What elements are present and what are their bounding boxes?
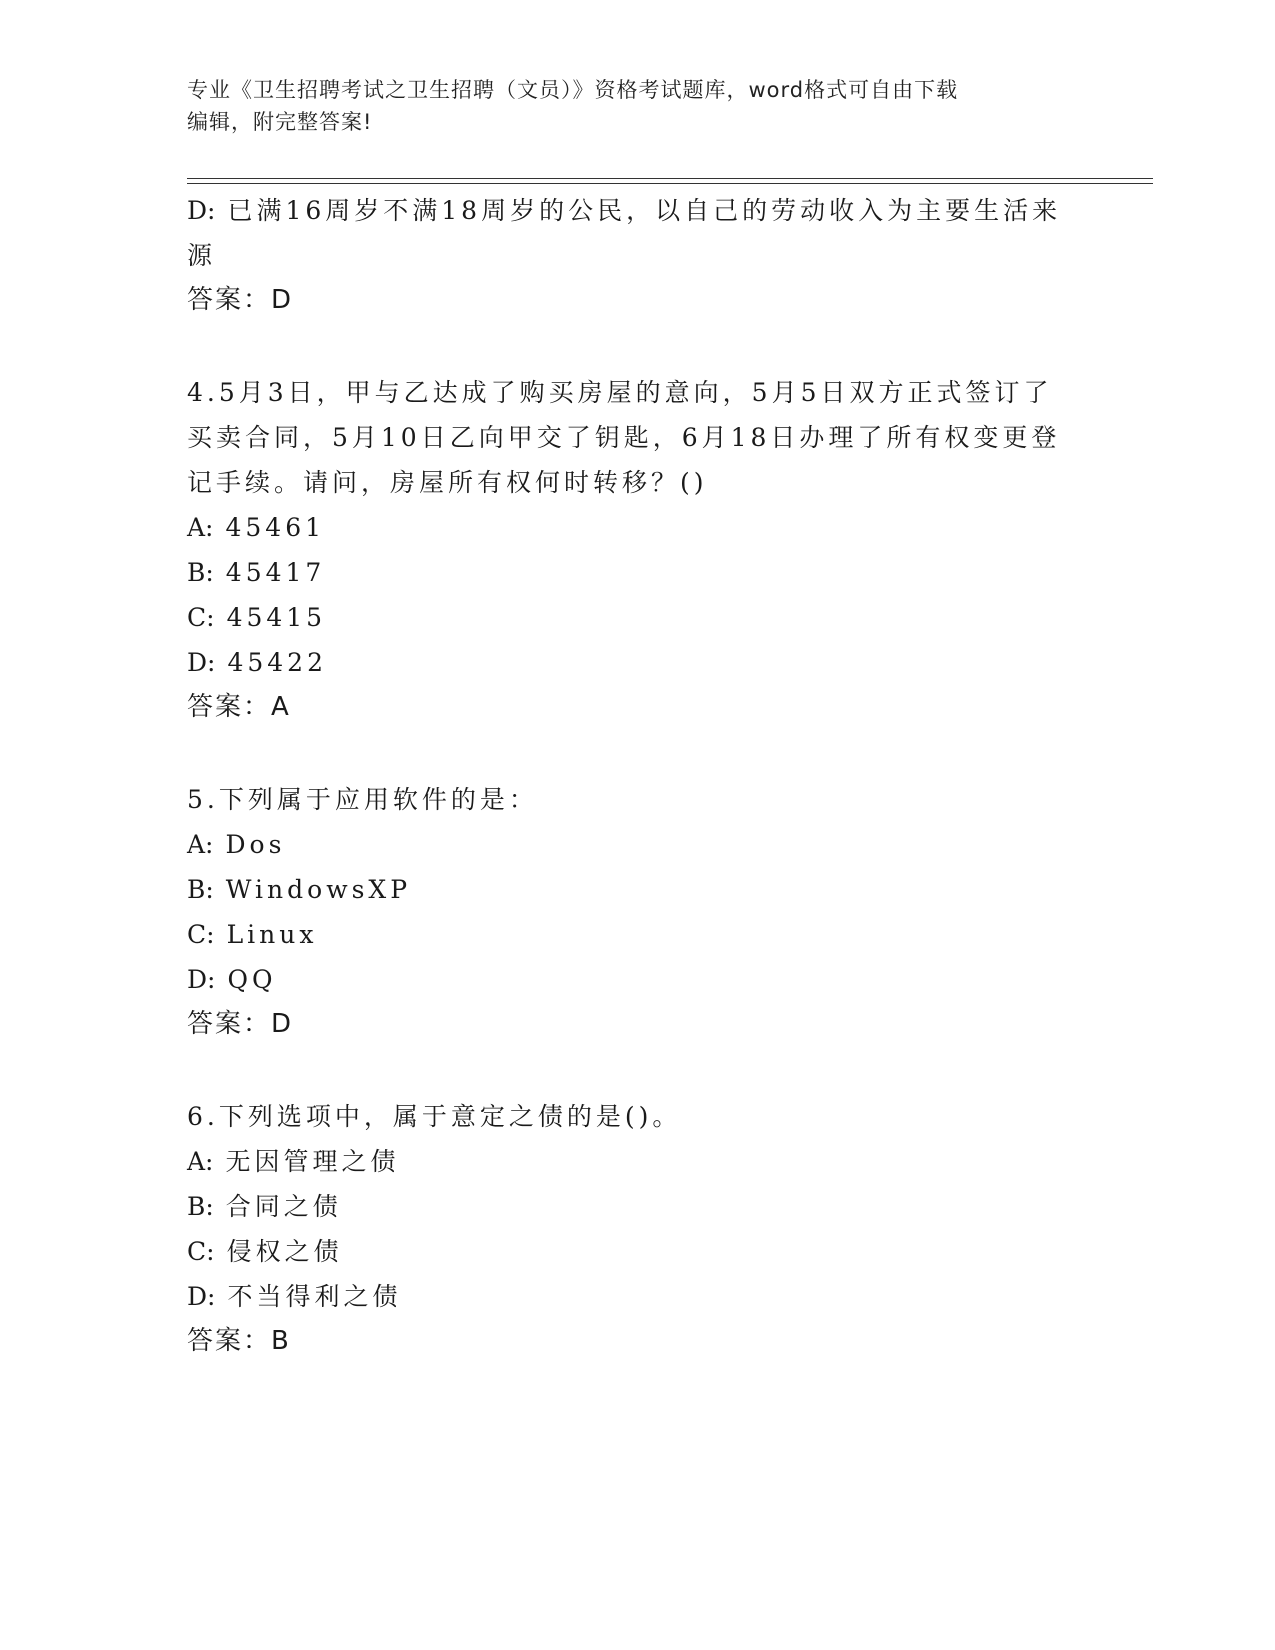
spacer <box>187 323 1087 370</box>
question-5 <box>187 777 1087 1047</box>
option-a: A: 45461 <box>187 513 326 542</box>
answer-line: 答案：D <box>187 285 294 315</box>
question-stem: 买卖合同，5月10日乙向甲交了钥匙，6月18日办理了所有权变更登 <box>187 423 1061 452</box>
option-c: C: 45415 <box>187 603 327 632</box>
answer-line: 答案：B <box>187 1326 291 1356</box>
option-c: C: Linux <box>187 920 318 949</box>
option-text: 已满16周岁不满18周岁的公民，以自己的劳动收入为主要生活来 <box>227 196 1062 225</box>
option-d: D: 45422 <box>187 648 327 677</box>
option-text: 不当得利之债 <box>227 1282 402 1311</box>
question-stem: 4.5月3日，甲与乙达成了购买房屋的意向，5月5日双方正式签订了 <box>187 378 1053 407</box>
option-d: D: 已满16周岁不满18周岁的公民，以自己的劳动收入为主要生活来 <box>187 196 1062 225</box>
option-b: B: 45417 <box>187 558 326 587</box>
option-text: 无因管理之债 <box>225 1147 400 1176</box>
option-text: 45422 <box>227 648 327 677</box>
option-a: A: Dos <box>187 830 286 859</box>
question-6 <box>187 1094 1087 1364</box>
option-c: C: 侵权之债 <box>187 1237 343 1266</box>
option-text: 45417 <box>225 558 326 587</box>
option-b: B: 合同之债 <box>187 1192 342 1221</box>
option-a: A: 无因管理之债 <box>187 1147 400 1176</box>
question-stem: 5.下列属于应用软件的是： <box>187 785 538 814</box>
option-text: Linux <box>226 920 318 949</box>
option-d: D: QQ <box>187 965 277 994</box>
spacer <box>187 1047 1087 1094</box>
option-d: D: 不当得利之债 <box>187 1282 402 1311</box>
option-d-continued: 源 <box>187 241 217 270</box>
option-text: 侵权之债 <box>226 1237 343 1266</box>
option-text: 45415 <box>226 603 327 632</box>
option-text: QQ <box>227 965 277 994</box>
option-b: B: WindowsXP <box>187 875 412 904</box>
answer-line: 答案：D <box>187 1009 294 1039</box>
question-stem: 6.下列选项中，属于意定之债的是()。 <box>187 1102 682 1131</box>
header-rule-top <box>187 178 1153 179</box>
option-text: WindowsXP <box>225 875 412 904</box>
question-4 <box>187 370 1087 730</box>
option-text: 45461 <box>225 513 326 542</box>
option-text: Dos <box>225 830 286 859</box>
question-content <box>187 188 1087 1364</box>
option-text: 合同之债 <box>225 1192 342 1221</box>
document-header <box>187 74 1067 138</box>
question-stem: 记手续。请问，房屋所有权何时转移？() <box>187 468 708 497</box>
header-line-1: 专业《卫生招聘考试之卫生招聘（文员）》资格考试题库，word格式可自由下载 <box>187 78 959 102</box>
header-line-2: 编辑，附完整答案! <box>187 110 373 134</box>
answer-line: 答案：A <box>187 692 291 722</box>
header-rule-bottom <box>187 183 1153 184</box>
spacer <box>187 730 1087 777</box>
